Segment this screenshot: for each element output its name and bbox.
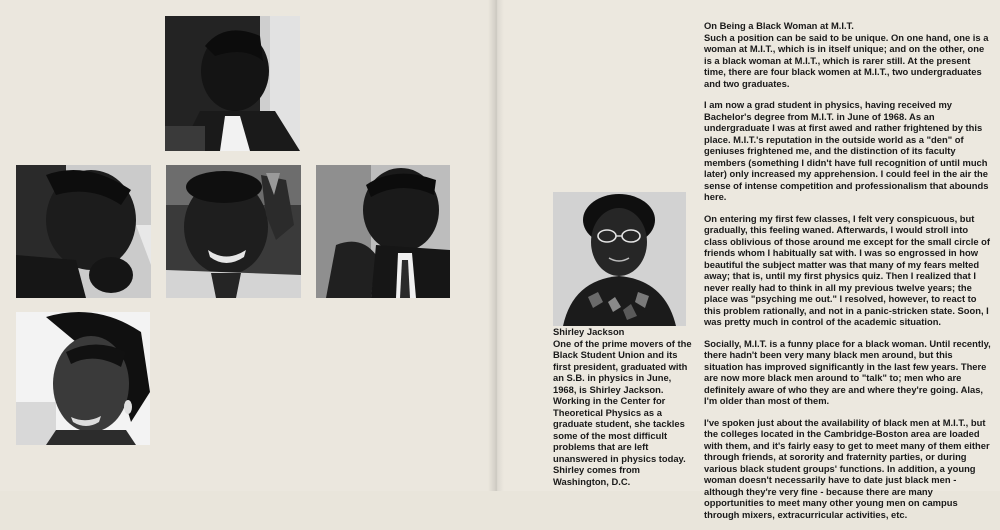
portrait-illustration <box>165 16 300 151</box>
caption-text: One of the prime movers of the Black Student Union and its first president, graduated with an S.B. in physics in June, 1968, is Shirley Jackson. Working in the Center for Theoretical Physics as a graduate student, she tackles some of the most difficult problems that are left unanswered in physics today. Shirley comes from Washington, D.C. <box>553 337 692 487</box>
book-gutter-shadow <box>488 0 504 491</box>
portrait-photo-woman-hand-on-chin <box>16 165 151 298</box>
portrait-photo-shirley-jackson <box>553 192 686 326</box>
portrait-illustration <box>316 165 450 298</box>
portrait-illustration <box>553 192 686 326</box>
article-paragraph-5: I've spoken just about the availability of black men at M.I.T., but the colleges located in the Cambridge-Boston area are loaded with them, and it's fairly easy to get to meet many of them either through friends, at sorority and fraternity parties, or during various black student groups' functions. In addition, a young woman doesn't necessarily have to date just black men - although they're very fine - because there are many opportunities to meet many other young men on campus through mixers, extracurricular activities, etc. <box>704 416 990 520</box>
article-title: On Being a Black Woman at M.I.T. <box>704 20 854 31</box>
article-paragraph-2: I am now a grad student in physics, having received my Bachelor's degree from M.I.T. in June of 1968. As an undergraduate I was at first awed and rather frightened by this place. M.I.T.'s reputation in the outside world as a "den" of geniuses frightened me, and the distinction of its faculty members (something I didn't have full recognition of until much later) only increased my apprehension. I could feel in the air the sense of intense competition and professionalism that abounds here. <box>704 99 989 202</box>
portrait-illustration <box>16 165 151 298</box>
article-body <box>704 20 994 530</box>
article-paragraph-3: On entering my first few classes, I felt very conspicuous, but gradually, this feeling waned. Afterwards, I would stroll into class oblivious of those around me except for the small circle of friends whom I habitually sat with. I was so engrossed in how beautiful the subject matter was that many of my fears melted away; that is, until my first physics quiz. Then I realized that I never really had to think in all my previous twelve years; the place was "psyching me out." I resolved, however, to react to this problem rationally, and not in a panic-stricken state. Soon, I was pretty much in control of the academic situation. <box>704 212 991 327</box>
article-paragraph-4: Socially, M.I.T. is a funny place for a black woman. Until recently, there hadn't been very many black men around, but this situation has improved significantly in the last few years. There are now more black men around to "talk" to; men who are definitely aware of who they are and where they're going. Alas, I'm older than most of them. <box>704 337 991 406</box>
portrait-illustration <box>166 165 301 298</box>
photo-caption <box>553 326 693 487</box>
portrait-photo-man-smiling <box>166 165 301 298</box>
portrait-photo-man-thinking <box>316 165 450 298</box>
caption-name: Shirley Jackson <box>553 326 625 337</box>
portrait-illustration <box>16 312 150 445</box>
portrait-photo-woman-with-earring <box>16 312 150 445</box>
article-paragraph-1: Such a position can be said to be unique. On one hand, one is a woman at M.I.T., which is in itself unique; and on the other, one is a black woman at M.I.T., which is rarer still. At the present time, there are four black women at M.I.T., two undergraduates and two graduates. <box>704 31 989 89</box>
portrait-photo-man-looking-down <box>165 16 300 151</box>
left-page <box>0 0 496 491</box>
right-page <box>496 0 1000 520</box>
